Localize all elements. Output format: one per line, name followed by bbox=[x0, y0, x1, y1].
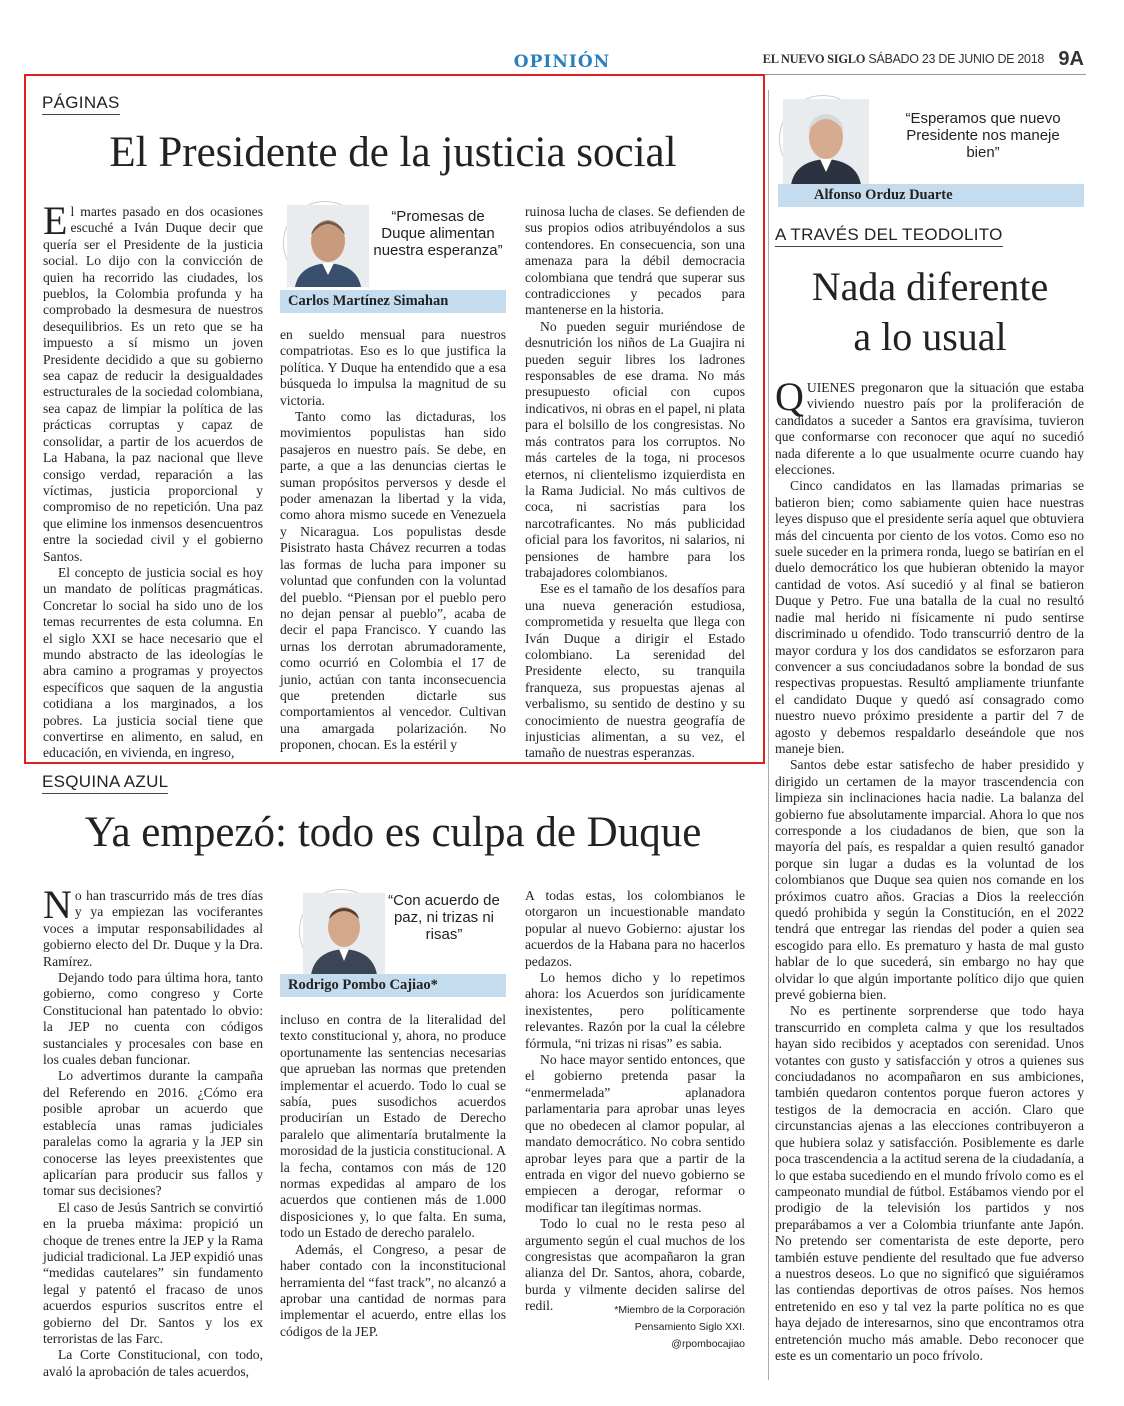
article3-p3: Santos debe estar satisfecho de haber presidido y dirigido un certamen de la mayor trascendencia con limpieza sin inclinaciones hacia nadie. La balanza del gobierno fue absolutamente imparcial. Ahora lo que nos corresponde a los ciudadanos de bien, que son la mayoría del país, es respaldar a quien resultó ganador porque sin lugar a dudas es la voluntad de los colombianos que Duque sea quien nos comande en los próximos cuatro años. Gracias a Dios la reelección quedó prohibida y según la Constitución, en el 2022 tendrá que entregar las riendas del poder a quien sea escogido para ello. Es prematuro y hasta de mal gusto hablar de lo que sucederá, sin embargo no hay que olvidar lo que algún importante político dijo que quien prevé gobierna bien. bbox=[775, 757, 1084, 1003]
article1-p3: en sueldo mensual para nuestros compatriotas. Eso es lo que justifica la política. Y Duque ha entendido que a esa búsqueda lo impulsa la magnitud de su victoria. bbox=[280, 327, 506, 408]
article2-dropcap: N bbox=[43, 882, 72, 927]
column-divider bbox=[768, 90, 769, 1380]
article3-quote: “Esperamos que nuevo Presidente nos maneje bien” bbox=[905, 110, 1061, 161]
article1-p4: Tanto como las dictaduras, los movimientos populistas han sido pasajeros en nuestro país. Se debe, en parte, a que a las denuncias ciertas le suman propósitos perversos y desde el poder amenazan la libertad y la vida, como ahora mismo sucede en Venezuela y Nicaragua. Los populistas desde Pisistrato hasta Chávez recurren a todas las formas de lucha para imponer su voluntad que confunden con la voluntad del pueblo. “Piensan por el pueblo pero no dejan pensar al pueblo”, acaba de decir el papa Francisco. Y cuando las urnas los derrotan abrumadoramente, como ocurrió en Colombia el 17 de junio, actúan con tanta inconsecuencia que pretenden dictarle sus comportamientos al vencedor. Cultivan una amargada polarización. No proponen, chocan. Es la estéril y bbox=[280, 409, 506, 753]
article1-author: Carlos Martínez Simahan bbox=[280, 290, 506, 313]
signature-line-1: *Miembro de la Corporación bbox=[614, 1304, 745, 1316]
article3-p4: No es pertinente sorprenderse que todo haya transcurrido en completa calma y que los resultados hayan sido recibidos y aceptados con serenidad. Unos votantes con gusto y satisfacción y otros a quienes sus conciudadanos no acompañaron en sus ambiciones, también quedaron contentos porque fueron actores y testigos de la democracia en acción. Claro que circunstancias ajenas a las elecciones contribuyeron a que hubiera solaz y satisfacción. Posiblemente es darle poca trascendencia a la actitud serena de la ciudadanía, a lo que estaba sucediendo en el mundo frívolo como es el campeonato mundial de fútbol. Estábamos viendo por el prodigio de la televisión los partidos y nos preparábamos a ver a Colombia triunfante ante Japón. No pretendo ser comentarista de este deporte, pero también estuve pendiente del resultado que fue adverso a nuestros deseos. Lo que no significó que siguiéramos las contiendas deportivas de otros países. Nos hemos entretenido en eso y tal vez la parte política no es que haya dejado de interesarnos, sino que encontramos otra entretención mucho más amable. Debo reconocer que este es un comentario un poco frívolo. bbox=[775, 1003, 1084, 1363]
article1-dropcap: E bbox=[43, 198, 68, 243]
article1-kicker: PÁGINAS bbox=[42, 93, 120, 115]
article3-kicker: A TRAVÉS DEL TEODOLITO bbox=[775, 225, 1003, 247]
article2-col1 bbox=[43, 882, 263, 1379]
article2-quote-box bbox=[280, 880, 510, 998]
article2-p2: Dejando todo para última hora, tanto gobierno, como congreso y Corte Constitucional han patentado lo obvio: la JEP no cuenta con códigos sustanciales y procesales con base en los cuales deban funcionar. bbox=[43, 970, 263, 1068]
article3-headline bbox=[775, 262, 1085, 362]
portrait-illustration bbox=[287, 205, 369, 287]
article3-quote-box bbox=[778, 92, 1084, 208]
portrait-illustration bbox=[303, 893, 385, 975]
issue-date: SÁBADO 23 DE JUNIO DE 2018 bbox=[868, 52, 1044, 66]
article1-p7: Ese es el tamaño de los desafíos para una nueva generación estudiosa, comprometida y resuelta que llega con Iván Duque a dirigir el Estado colombiano. La serenidad del Presidente electo, su tranquila franqueza, sus propuestas ajenas al verbalismo, su sentido de destino y su conocimiento de nuestra geografía de injusticias alimentan, a su vez, el tamaño de nuestras esperanzas. bbox=[525, 581, 745, 761]
article2-quote: “Con acuerdo de paz, ni trizas ni risas” bbox=[388, 892, 500, 943]
article1-p5: ruinosa lucha de clases. Se defienden de sus propios odios atribuyéndolos a sus contendores. En consecuencia, son una amenaza para la débil democracia colombiana que tendrá que superar sus contradicciones y pecados para mantenerse en la historia. bbox=[525, 204, 745, 318]
article1-p1: El martes pasado en dos ocasiones escuché a Iván Duque decir que quería ser el Presidente de la justicia social. Lo dijo con la convicción de quien ha recorrido las ciudades, los pueblos, la Colombia profunda y ha comprobado la desmesura de nuestros desequilibrios. Es un reto que se ha impuesto a sí mismo un joven Presidente decidido a que su gobierno sea capaz de reducir la desigualdades estructurales de la sociedad colombiana, sea capaz de limpiar la política de las prácticas corruptas y capaz de consolidar, a partir de los acuerdos de La Habana, la paz nacional que lleve consigo verdad, reparación a las víctimas, justicia proporcional y compromiso de no repetición. Una paz que elimine los inmensos desencuentros entre la sociedad civil y el gobierno Santos. bbox=[43, 198, 263, 564]
author-portrait-alfonso bbox=[780, 96, 866, 182]
portrait-illustration bbox=[783, 99, 869, 185]
author-portrait-rodrigo bbox=[300, 890, 382, 972]
article2-p5: La Corte Constitucional, con todo, avaló la aprobación de tales acuerdos, bbox=[43, 1347, 263, 1379]
article2-author: Rodrigo Pombo Cajiao* bbox=[280, 974, 506, 997]
article3-p1: QUIENES pregonaron que la situación que estaba viviendo nuestro país por la proliferación de candidatos a suceder a Santos era gravísima, tuvieron que conformarse con reconocer que aquí no sucedió nada diferente a lo que usualmente ocurre cuando hay elecciones. bbox=[775, 374, 1084, 478]
article1-col1 bbox=[43, 198, 263, 761]
article2-signature bbox=[525, 1302, 745, 1353]
article2-p8: A todas estas, los colombianos le otorgaron un incuestionable mandato popular al nuevo Gobierno: ajustar los acuerdos de la Habana para no hacerlos pedazos. bbox=[525, 888, 745, 969]
article2-kicker: ESQUINA AZUL bbox=[42, 772, 168, 794]
article3-headline-line1: Nada diferente bbox=[811, 264, 1049, 309]
article1-headline: El Presidente de la justicia social bbox=[109, 129, 677, 176]
article2-p3: Lo advertimos durante la campaña del Referendo en 2016. ¿Cómo era posible aprobar un acuerdo que establecía unas ramas judiciales paralelas como la agraria y la JEP sin conocerse las leyes preexistentes que aplicarían para producir sus fallos y tomar sus decisiones? bbox=[43, 1068, 263, 1199]
signature-line-2: Pensamiento Siglo XXI. bbox=[634, 1321, 745, 1333]
section-title: OPINIÓN bbox=[513, 52, 611, 72]
article3-body bbox=[775, 374, 1084, 1380]
article3-headline-line2: a lo usual bbox=[853, 314, 1007, 359]
article1-p6: No pueden seguir muriéndose de desnutrición los niños de La Guajira ni pueden seguir libres los ladrones responsables de ese drama. No más presupuesto oficial con cupos indicativos, ni obras en el papel, ni plata para el bolsillo de los congresistas. No más contratos para los corruptos. No más carteles de la toga, ni procesos eternos, ni clientelismo izquierdista en la Rama Judicial. No más cultivos de coca, ni sacristías para los narcotraficantes. No más publicidad oficial para los favoritos, ni salarios, ni pensiones de hambre para los trabajadores colombianos. bbox=[525, 318, 745, 580]
article1-p2: El concepto de justicia social es hoy un mandato de políticas pragmáticas. Concretar lo social ha sido uno de los temas recurrentes de esta columna. En el siglo XXI se hace necesario que el mundo abstracto de las ideologías le abra camino a programas y proyectos específicos que saquen de la angustia cotidiana a los marginados, a los pobres. La justicia social tiene que convertirse en alimento, en salud, en educación, en vivienda, en ingreso, bbox=[43, 564, 263, 761]
article2-p4: El caso de Jesús Santrich se convirtió en la prueba máxima: propició un choque de trenes entre la JEP y la Rama judicial tradicional. La JEP expidió unas “medidas cautelares” sin fundamento legal y patentó el fracaso de unos acuerdos espurios suscritos entre el gobierno del Dr. Santos y los ex terroristas de las Farc. bbox=[43, 1199, 263, 1346]
article3-dropcap: Q bbox=[775, 374, 804, 419]
author-portrait-carlos bbox=[284, 202, 366, 284]
article2-p10: No hace mayor sentido entonces, que el gobierno pretenda pasar la “enmermelada” aplanadora parlamentaria para aprobar unas leyes que no obedecen al clamor popular, al mandato democrático. No cobra sentido aprobar leyes para que a partir de la entrada en vigor del nuevo gobierno se empiecen a derogar, reformar o modificar tan ilegítimas normas. bbox=[525, 1052, 745, 1215]
article1-quote-box bbox=[280, 196, 510, 314]
article1-quote: “Promesas de Duque alimentan nuestra esperanza” bbox=[373, 208, 503, 259]
article1-col3 bbox=[525, 204, 745, 761]
article2-headline: Ya empezó: todo es culpa de Duque bbox=[84, 809, 702, 856]
article1-col2 bbox=[280, 327, 506, 753]
article2-p1: No han trascurrido más de tres días y ya empiezan las vociferantes voces a imputar responsabilidades al gobierno electo del Dr. Duque y la Dra. Ramírez. bbox=[43, 882, 263, 969]
signature-handle: @rpombocajiao bbox=[671, 1338, 745, 1350]
article2-col2 bbox=[280, 1012, 506, 1358]
article2-p7: Además, el Congreso, a pesar de haber contado con la inconstitucional herramienta del “fast track”, no alcanzó a aprobar una cantidad de normas para implementar el acuerdo, entre ellas los códigos de la JEP. bbox=[280, 1241, 506, 1339]
article2-p6: incluso en contra de la literalidad del texto constitucional y, ahora, no produce oportunamente las sentencias necesarias que aprueban las normas que pretenden implementar el acuerdo. Todo lo cual se sabía, pues susodichos acuerdos producirían un Estado de Derecho paralelo que alimentaría brutalmente la morosidad de la justicia constitucional. A la fecha, contamos con más de 120 normas expedidas al amparo de los acuerdos que contienen más de 1.000 disposiciones y, lo que falta. En suma, todo un Estado de derecho paralelo. bbox=[280, 1012, 506, 1241]
page-number: 9A bbox=[1058, 48, 1084, 70]
article3-lead-caps: UIENES bbox=[806, 380, 856, 395]
masthead-info bbox=[763, 52, 1044, 67]
article2-p11: Todo lo cual no le resta peso al argumento según el cual muchos de los congresistas que acompañaron la gran alianza del Dr. Santos, ahora, cobarde, burda y vilmente deciden salirse del redil. bbox=[525, 1216, 745, 1314]
article2-p9: Lo hemos dicho y lo repetimos ahora: los Acuerdos son jurídicamente inexistentes, pero políticamente relevantes. Razón por la cual la célebre fórmula, “ni trizas ni risas” es sabia. bbox=[525, 970, 745, 1051]
article3-author: Alfonso Orduz Duarte bbox=[778, 184, 1084, 207]
paper-name: EL NUEVO SIGLO bbox=[762, 52, 866, 66]
article3-p2: Cinco candidatos en las llamadas primarias se batieron bien; como sabiamente quien hace nuestras leyes dispuso que el presidente sería aquel que obtuviera más del cincuenta por ciento de los votos. Como eso no suele suceder en la primera ronda, luego se batirían en el duelo democrático los que hubieran obtenido la mayor cantidad de votos. Así sucedió y al final se batieron Duque y Petro. Fue una batalla de la cual no resultó nadie mal herido ni físicamente ni pudo sentirse discriminado u ofendido. Todo transcurrió dentro de la mayor cordura y los dos candidatos se esforzaron para convencer a sus conciudadanos sobre la bondad de sus respectivas propuestas. Resultó ampliamente triunfante el candidato Duque y quedó así consagrado como nuestro nuevo próximo presidente a partir del 7 de agosto y debemos respaldarlo deseándole que nos maneje bien. bbox=[775, 478, 1084, 756]
